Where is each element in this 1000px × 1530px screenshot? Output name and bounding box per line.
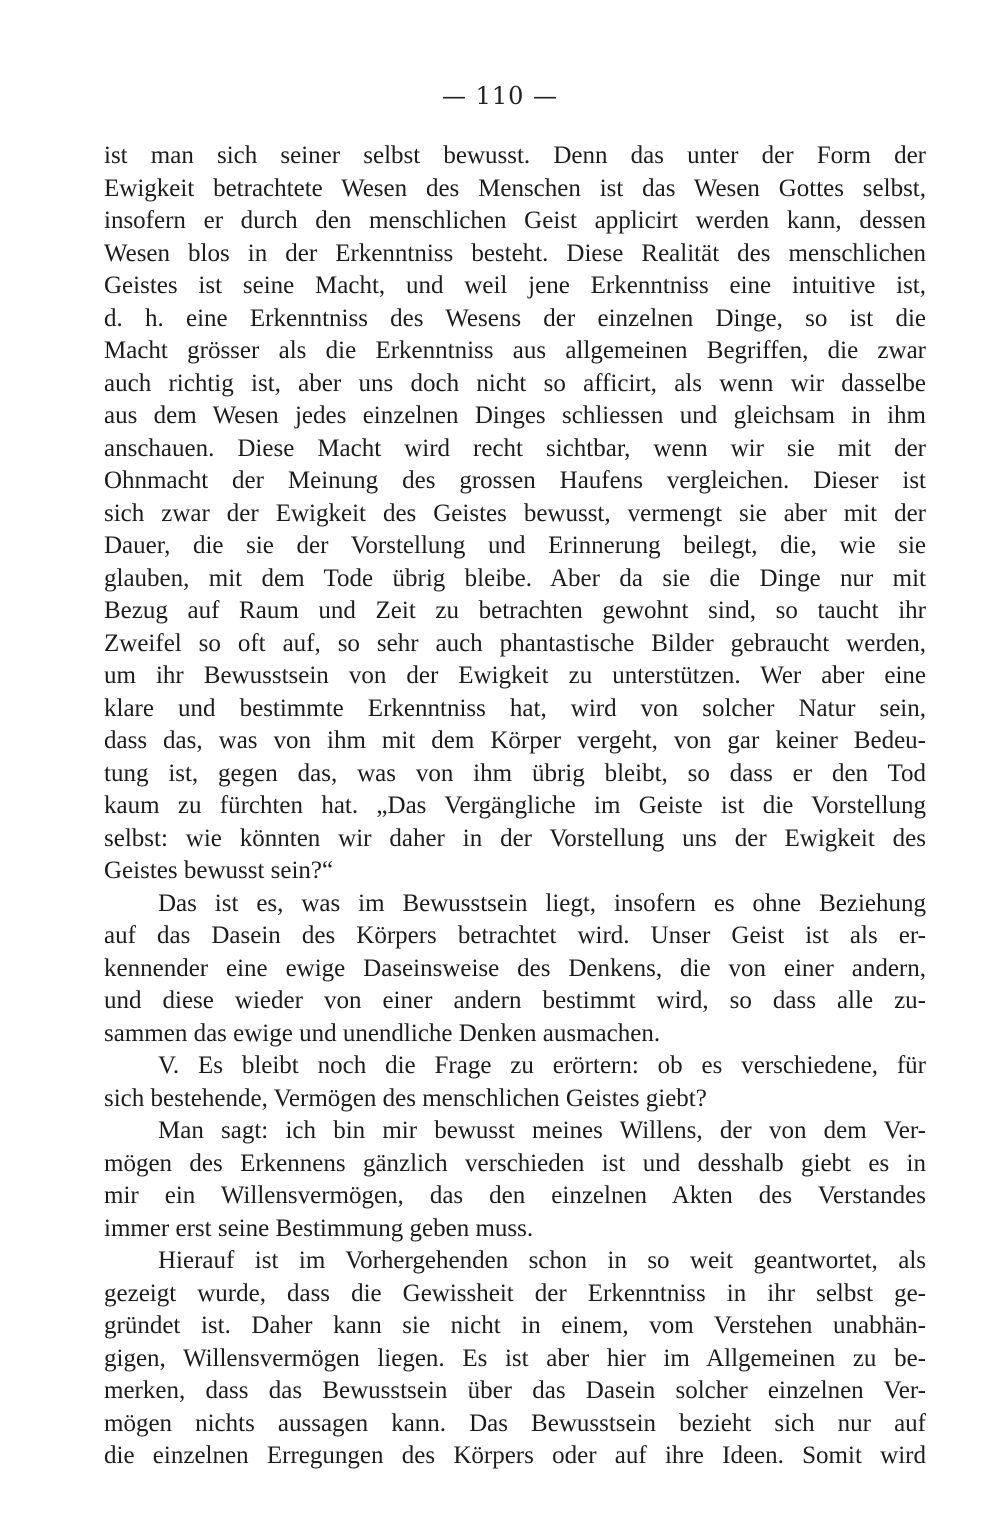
text-line: auch richtig ist, aber uns doch nicht so afficirt, als wenn wir dasselbe — [104, 369, 926, 397]
text-line: insofern er durch den menschlichen Geist applicirt werden kann, dessen — [104, 207, 926, 234]
text-line: immer erst seine Bestimmung geben muss. — [104, 1214, 534, 1242]
text-line: ist man sich seiner selbst bewusst. Denn das unter der Form der — [104, 142, 926, 169]
text-line: Geistes ist seine Macht, und weil jene Erkenntniss eine intuitive ist, — [104, 272, 926, 299]
paragraph — [104, 888, 926, 1051]
text-line: Dauer, die sie der Vorstellung und Erinnerung beilegt, die, wie sie — [104, 532, 926, 559]
text-line: gigen, Willensvermögen liegen. Es ist aber hier im Allgemeinen zu be- — [104, 1344, 926, 1372]
text-line: Das ist es, was im Bewusstsein liegt, insofern es ohne Beziehung — [158, 889, 926, 917]
text-line: sammen das ewige und unendliche Denken ausmachen. — [104, 1019, 661, 1047]
text-line: Ewigkeit betrachtete Wesen des Menschen ist das Wesen Gottes selbst, — [104, 174, 926, 202]
paragraph — [104, 1115, 926, 1245]
text-line: glauben, mit dem Tode übrig bleibe. Aber da sie die Dinge nur mit — [104, 564, 926, 592]
text-line: Zweifel so oft auf, so sehr auch phantastische Bilder gebraucht werden, — [104, 629, 926, 657]
text-line: um ihr Bewusstsein von der Ewigkeit zu unterstützen. Wer aber eine — [104, 662, 926, 689]
text-line: merken, dass das Bewusstsein über das Dasein solcher einzelnen Ver- — [104, 1377, 926, 1404]
text-line: mögen nichts aussagen kann. Das Bewusstsein bezieht sich nur auf — [104, 1409, 926, 1437]
text-line: die einzelnen Erregungen des Körpers oder auf ihre Ideen. Somit wird — [104, 1442, 926, 1469]
text-line: klare und bestimmte Erkenntniss hat, wird von solcher Natur sein, — [104, 694, 926, 722]
text-line: mögen des Erkennens gänzlich verschieden ist und desshalb giebt es in — [104, 1149, 926, 1177]
text-line: sich bestehende, Vermögen des menschlichen Geistes giebt? — [104, 1084, 707, 1112]
text-line: gezeigt wurde, dass die Gewissheit der Erkenntniss in ihr selbst ge- — [104, 1279, 926, 1307]
text-line: sich zwar der Ewigkeit des Geistes bewusst, vermengt sie aber mit der — [104, 499, 926, 527]
text-line: auf das Dasein des Körpers betrachtet wird. Unser Geist ist als er- — [104, 922, 926, 949]
text-line: und diese wieder von einer andern bestimmt wird, so dass alle zu- — [104, 987, 926, 1014]
paragraph — [104, 140, 926, 888]
text-line: gründet ist. Daher kann sie nicht in einem, vom Verstehen unabhän- — [104, 1312, 926, 1339]
page-number: — 110 — — [441, 82, 559, 110]
paragraph — [104, 1050, 926, 1115]
text-line: kennender eine ewige Daseinsweise des Denkens, die von einer andern, — [104, 954, 926, 982]
text-line: mir ein Willensvermögen, das den einzelnen Akten des Verstandes — [104, 1182, 926, 1209]
text-line: Ohnmacht der Meinung des grossen Haufens vergleichen. Dieser ist — [104, 467, 926, 494]
text-line: anschauen. Diese Macht wird recht sichtbar, wenn wir sie mit der — [104, 434, 926, 462]
text-line: Man sagt: ich bin mir bewusst meines Willens, der von dem Ver- — [158, 1117, 926, 1144]
text-line: selbst: wie könnten wir daher in der Vorstellung uns der Ewigkeit des — [104, 824, 926, 852]
text-line: Geistes bewusst sein?“ — [104, 857, 334, 884]
text-line: kaum zu fürchten hat. „Das Vergängliche im Geiste ist die Vorstellung — [104, 792, 926, 819]
text-line: dass das, was von ihm mit dem Körper vergeht, von gar keiner Bedeu- — [104, 727, 926, 754]
text-line: Bezug auf Raum und Zeit zu betrachten gewohnt sind, so taucht ihr — [104, 597, 926, 624]
body-text — [104, 140, 926, 1473]
paragraph — [104, 1245, 926, 1473]
text-line: aus dem Wesen jedes einzelnen Dinges schliessen und gleichsam in ihm — [104, 402, 926, 429]
text-line: Hierauf ist im Vorhergehenden schon in so weit geantwortet, als — [158, 1247, 926, 1274]
text-line: Wesen blos in der Erkenntniss besteht. Diese Realität des menschlichen — [104, 239, 926, 267]
text-line: tung ist, gegen das, was von ihm übrig bleibt, so dass er den Tod — [104, 759, 926, 787]
text-line: V. Es bleibt noch die Frage zu erörtern: ob es verschiedene, für — [158, 1052, 926, 1079]
text-line: Macht grösser als die Erkenntniss aus allgemeinen Begriffen, die zwar — [104, 337, 926, 364]
text-line: d. h. eine Erkenntniss des Wesens der einzelnen Dinge, so ist die — [104, 304, 926, 332]
